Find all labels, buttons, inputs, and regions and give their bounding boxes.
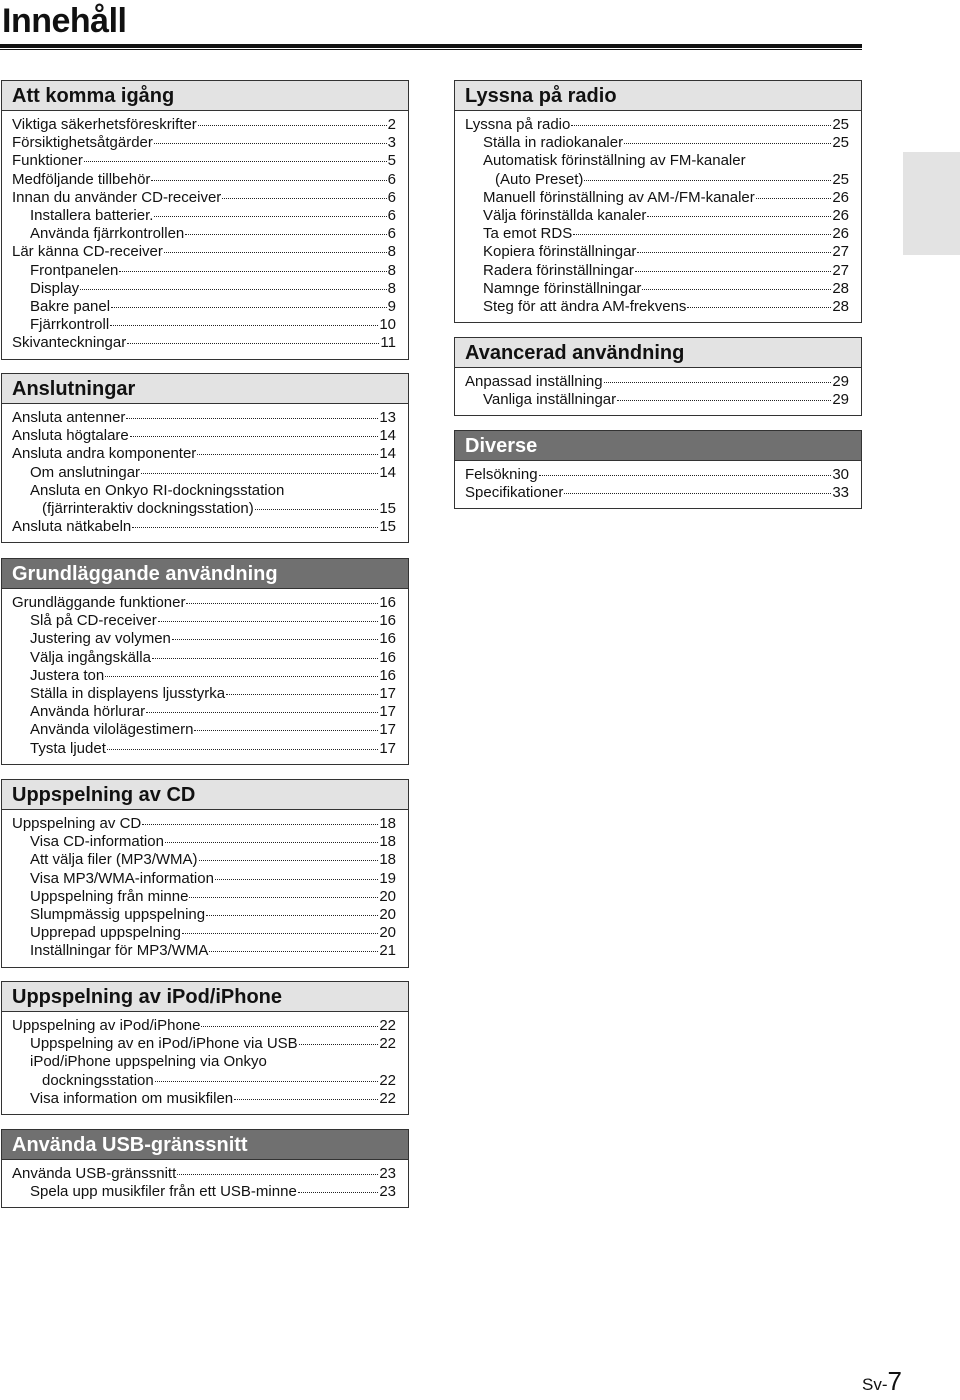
toc-entry[interactable]: Steg för att ändra AM-frekvens 28 [483, 298, 849, 316]
toc-entry[interactable]: Ansluta antenner 13 [12, 409, 396, 426]
toc-entry[interactable]: Ställa in displayens ljusstyrka 17 [30, 685, 396, 703]
title-rule [0, 44, 862, 48]
toc-entry[interactable]: Visa MP3/WMA-information 19 [30, 869, 396, 887]
toc-entry[interactable]: Manuell förinställning av AM-/FM-kanaler 26 [483, 188, 849, 206]
section-heading: Uppspelning av CD [2, 780, 408, 810]
section-heading: Lyssna på radio [455, 81, 861, 111]
toc-entry[interactable]: Automatisk förinställning av FM-kanaler [483, 152, 746, 170]
toc-entry[interactable]: Funktioner 5 [12, 152, 396, 170]
toc-entry[interactable]: Använda USB-gränssnitt 23 [12, 1165, 396, 1182]
page-number-value: 7 [887, 1366, 902, 1396]
toc-entry[interactable]: Välja förinställda kanaler 26 [483, 207, 849, 225]
toc-entry[interactable]: Ansluta högtalare 14 [12, 427, 396, 445]
toc-entry[interactable]: Uppspelning av en iPod/iPhone via USB 22 [30, 1035, 396, 1053]
toc-section-lyssna-pa-radio [454, 80, 862, 323]
page-title: Innehåll [2, 2, 127, 40]
toc-entry[interactable]: Att välja filer (MP3/WMA) 18 [30, 851, 396, 869]
toc-section-avancerad-anvandning [454, 337, 862, 416]
toc-entry[interactable]: (fjärrinteraktiv dockningsstation) 15 [42, 500, 396, 518]
toc-entry[interactable]: Ställa in radiokanaler 25 [483, 134, 849, 152]
toc-entry[interactable]: Slumpmässig uppspelning 20 [30, 906, 396, 924]
toc-entry[interactable]: Använda hörlurar 17 [30, 703, 396, 721]
toc-entry[interactable]: Uppspelning av iPod/iPhone 22 [12, 1017, 396, 1034]
section-heading: Diverse [455, 431, 861, 461]
toc-entry[interactable]: Om anslutningar 14 [30, 463, 396, 481]
toc-entry[interactable]: Anpassad inställning 29 [465, 373, 849, 390]
toc-entry[interactable]: Kopiera förinställningar 27 [483, 243, 849, 261]
section-heading: Avancerad användning [455, 338, 861, 368]
toc-entry[interactable]: Medföljande tillbehör 6 [12, 170, 396, 188]
toc-entry[interactable]: Installera batterier. 6 [30, 207, 396, 225]
toc-entry[interactable]: Felsökning 30 [465, 466, 849, 483]
section-heading: Att komma igång [2, 81, 408, 111]
section-heading: Uppspelning av iPod/iPhone [2, 982, 408, 1012]
toc-section-anvanda-usb-granssnitt [1, 1129, 409, 1208]
toc-entry[interactable]: Visa information om musikfilen 22 [30, 1089, 396, 1107]
side-tab-marker [903, 152, 960, 255]
toc-entry[interactable]: Justera ton 16 [30, 666, 396, 684]
toc-entry[interactable]: Bakre panel 9 [30, 298, 396, 316]
section-heading: Anslutningar [2, 374, 408, 404]
toc-entry[interactable]: (Auto Preset) 25 [495, 170, 849, 188]
toc-entry[interactable]: Display 8 [30, 279, 396, 297]
toc-section-att-komma-igang [1, 80, 409, 360]
toc-entry[interactable]: Ansluta en Onkyo RI-dockningsstation [30, 481, 285, 499]
toc-entry[interactable]: Uppspelning av CD 18 [12, 815, 396, 832]
toc-entry[interactable]: Slå på CD-receiver 16 [30, 612, 396, 630]
section-heading: Använda USB-gränssnitt [2, 1130, 408, 1160]
toc-section-grundlaggande-anvandning [1, 558, 409, 765]
toc-entry[interactable]: Välja ingångskälla 16 [30, 648, 396, 666]
toc-entry[interactable]: Tysta ljudet 17 [30, 739, 396, 757]
toc-entry[interactable]: dockningsstation 22 [42, 1071, 396, 1089]
toc-section-diverse [454, 430, 862, 509]
toc-entry[interactable]: Visa CD-information 18 [30, 833, 396, 851]
toc-entry[interactable]: Ansluta nätkabeln 15 [12, 518, 396, 536]
toc-entry[interactable]: Grundläggande funktioner 16 [12, 594, 396, 611]
toc-entry[interactable]: Upprepad uppspelning 20 [30, 924, 396, 942]
toc-entry[interactable]: Specifikationer 33 [465, 484, 849, 502]
toc-entry[interactable]: Frontpanelen 8 [30, 261, 396, 279]
toc-entry[interactable]: Fjärrkontroll 10 [30, 316, 396, 334]
toc-entry[interactable]: Ansluta andra komponenter 14 [12, 445, 396, 463]
toc-entry[interactable]: Lyssna på radio 25 [465, 116, 849, 133]
toc-entry[interactable]: Använda fjärrkontrollen 6 [30, 225, 396, 243]
page-number [862, 1366, 902, 1400]
toc-entry[interactable]: Namnge förinställningar 28 [483, 279, 849, 297]
toc-entry[interactable]: Försiktighetsåtgärder 3 [12, 134, 396, 152]
title-rule-thin [0, 49, 862, 50]
toc-entry[interactable]: Uppspelning från minne 20 [30, 887, 396, 905]
toc-entry[interactable]: iPod/iPhone uppspelning via Onkyo [30, 1053, 267, 1071]
section-heading: Grundläggande användning [2, 559, 408, 589]
toc-entry[interactable]: Innan du använder CD-receiver 6 [12, 188, 396, 206]
toc-entry[interactable]: Skivanteckningar 11 [12, 334, 396, 352]
toc-entry[interactable]: Lär känna CD-receiver 8 [12, 243, 396, 261]
toc-entry[interactable]: Ta emot RDS 26 [483, 225, 849, 243]
toc-entry[interactable]: Viktiga säkerhetsföreskrifter 2 [12, 116, 396, 133]
toc-section-uppspelning-av-ipod-iphone [1, 981, 409, 1115]
toc-entry[interactable]: Justering av volymen 16 [30, 630, 396, 648]
page-number-prefix: Sv- [862, 1375, 888, 1394]
toc-section-anslutningar [1, 373, 409, 543]
toc-entry[interactable]: Spela upp musikfiler från ett USB-minne 23 [30, 1183, 396, 1201]
toc-entry[interactable]: Använda vilolägestimern 17 [30, 721, 396, 739]
toc-entry[interactable]: Inställningar för MP3/WMA 21 [30, 942, 396, 960]
toc-entry[interactable]: Vanliga inställningar 29 [483, 391, 849, 409]
toc-section-uppspelning-av-cd [1, 779, 409, 968]
toc-entry[interactable]: Radera förinställningar 27 [483, 261, 849, 279]
